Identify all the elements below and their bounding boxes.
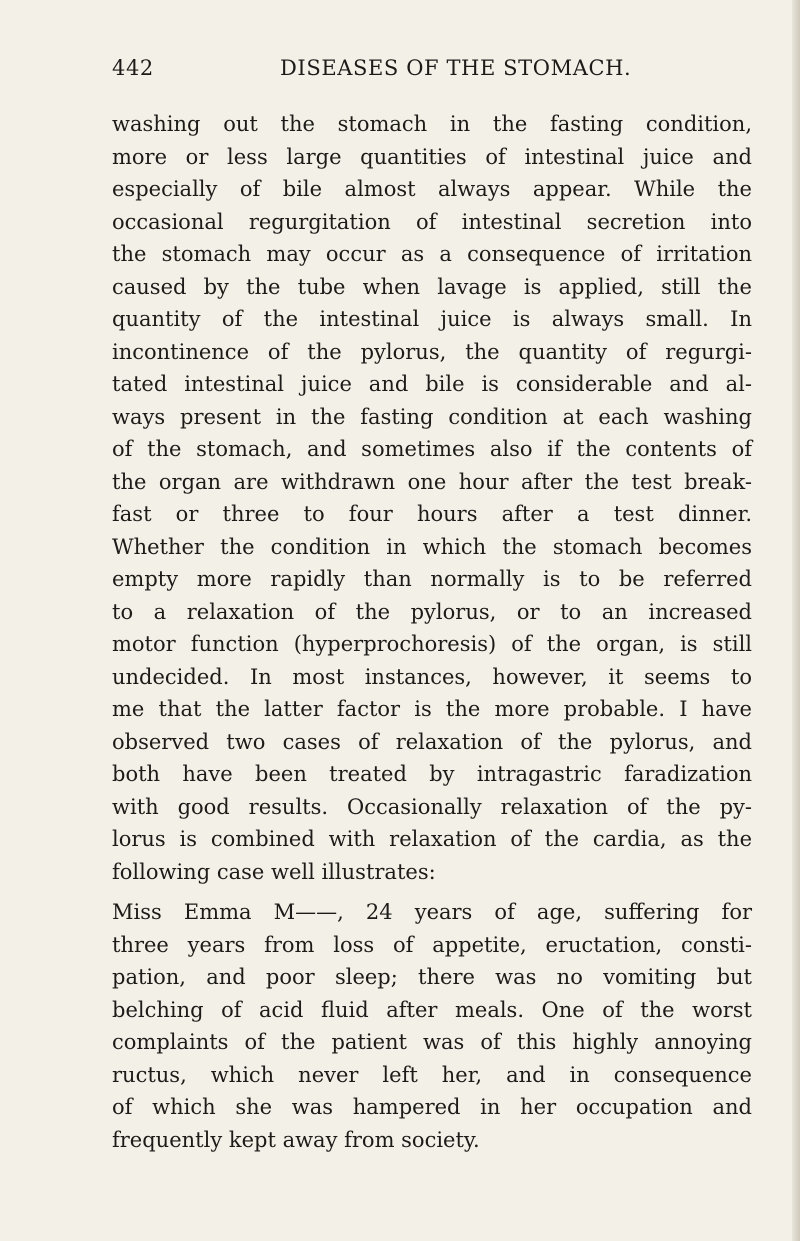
- text-line: quantity of the intestinal juice is always small. In: [112, 307, 752, 331]
- text-line: of the stomach, and sometimes also if the contents of: [112, 437, 752, 461]
- text-line: caused by the tube when lavage is applied, still the: [112, 274, 752, 299]
- text-line: motor function (hyperprochoresis) of the organ, is still: [112, 632, 752, 656]
- text-line: undecided. In most instances, however, it seems to: [112, 664, 752, 689]
- body-text: [112, 108, 752, 1156]
- text-line: ways present in the fasting condition at each washing: [112, 404, 752, 429]
- text-line: ructus, which never left her, and in consequence: [112, 1062, 752, 1087]
- page-header: [112, 56, 752, 90]
- paragraph-2: [112, 896, 752, 1156]
- text-line: especially of bile almost always appear. While the: [112, 177, 752, 201]
- running-head: DISEASES OF THE STOMACH.: [280, 56, 632, 80]
- text-line: the stomach may occur as a consequence of irritation: [112, 242, 752, 266]
- text-line: more or less large quantities of intestinal juice and: [112, 144, 752, 169]
- text-line: complaints of the patient was of this highly annoying: [112, 1030, 752, 1054]
- text-line: frequently kept away from society.: [112, 1127, 480, 1152]
- paragraph-1: [112, 108, 752, 888]
- text-line: three years from loss of appetite, eructation, consti-: [112, 932, 752, 957]
- text-line: empty more rapidly than normally is to be referred: [112, 567, 752, 591]
- text-line: to a relaxation of the pylorus, or to an increased: [112, 599, 752, 624]
- text-line: Whether the condition in which the stomach becomes: [112, 534, 752, 559]
- text-line: of which she was hampered in her occupation and: [112, 1095, 752, 1119]
- text-line: Miss Emma M——, 24 years of age, suffering for: [112, 900, 752, 924]
- text-line: the organ are withdrawn one hour after the test break-: [112, 469, 752, 494]
- text-line: fast or three to four hours after a test dinner.: [112, 502, 752, 526]
- text-line: with good results. Occasionally relaxation of the py-: [112, 794, 752, 819]
- text-line: incontinence of the pylorus, the quantity of regurgi-: [112, 339, 752, 364]
- text-line: occasional regurgitation of intestinal secretion into: [112, 209, 752, 234]
- page-edge: [792, 0, 800, 1241]
- text-line: observed two cases of relaxation of the pylorus, and: [112, 729, 752, 754]
- text-line: me that the latter factor is the more probable. I have: [112, 697, 752, 721]
- text-line: belching of acid fluid after meals. One of the worst: [112, 997, 752, 1022]
- text-line: washing out the stomach in the fasting condition,: [112, 112, 752, 136]
- text-line: lorus is combined with relaxation of the cardia, as the: [112, 827, 752, 851]
- text-line: following case well illustrates:: [112, 859, 436, 884]
- text-line: tated intestinal juice and bile is considerable and al-: [112, 372, 752, 396]
- text-line: pation, and poor sleep; there was no vomiting but: [112, 965, 752, 989]
- page-number: 442: [112, 56, 154, 80]
- text-line: both have been treated by intragastric faradization: [112, 762, 752, 786]
